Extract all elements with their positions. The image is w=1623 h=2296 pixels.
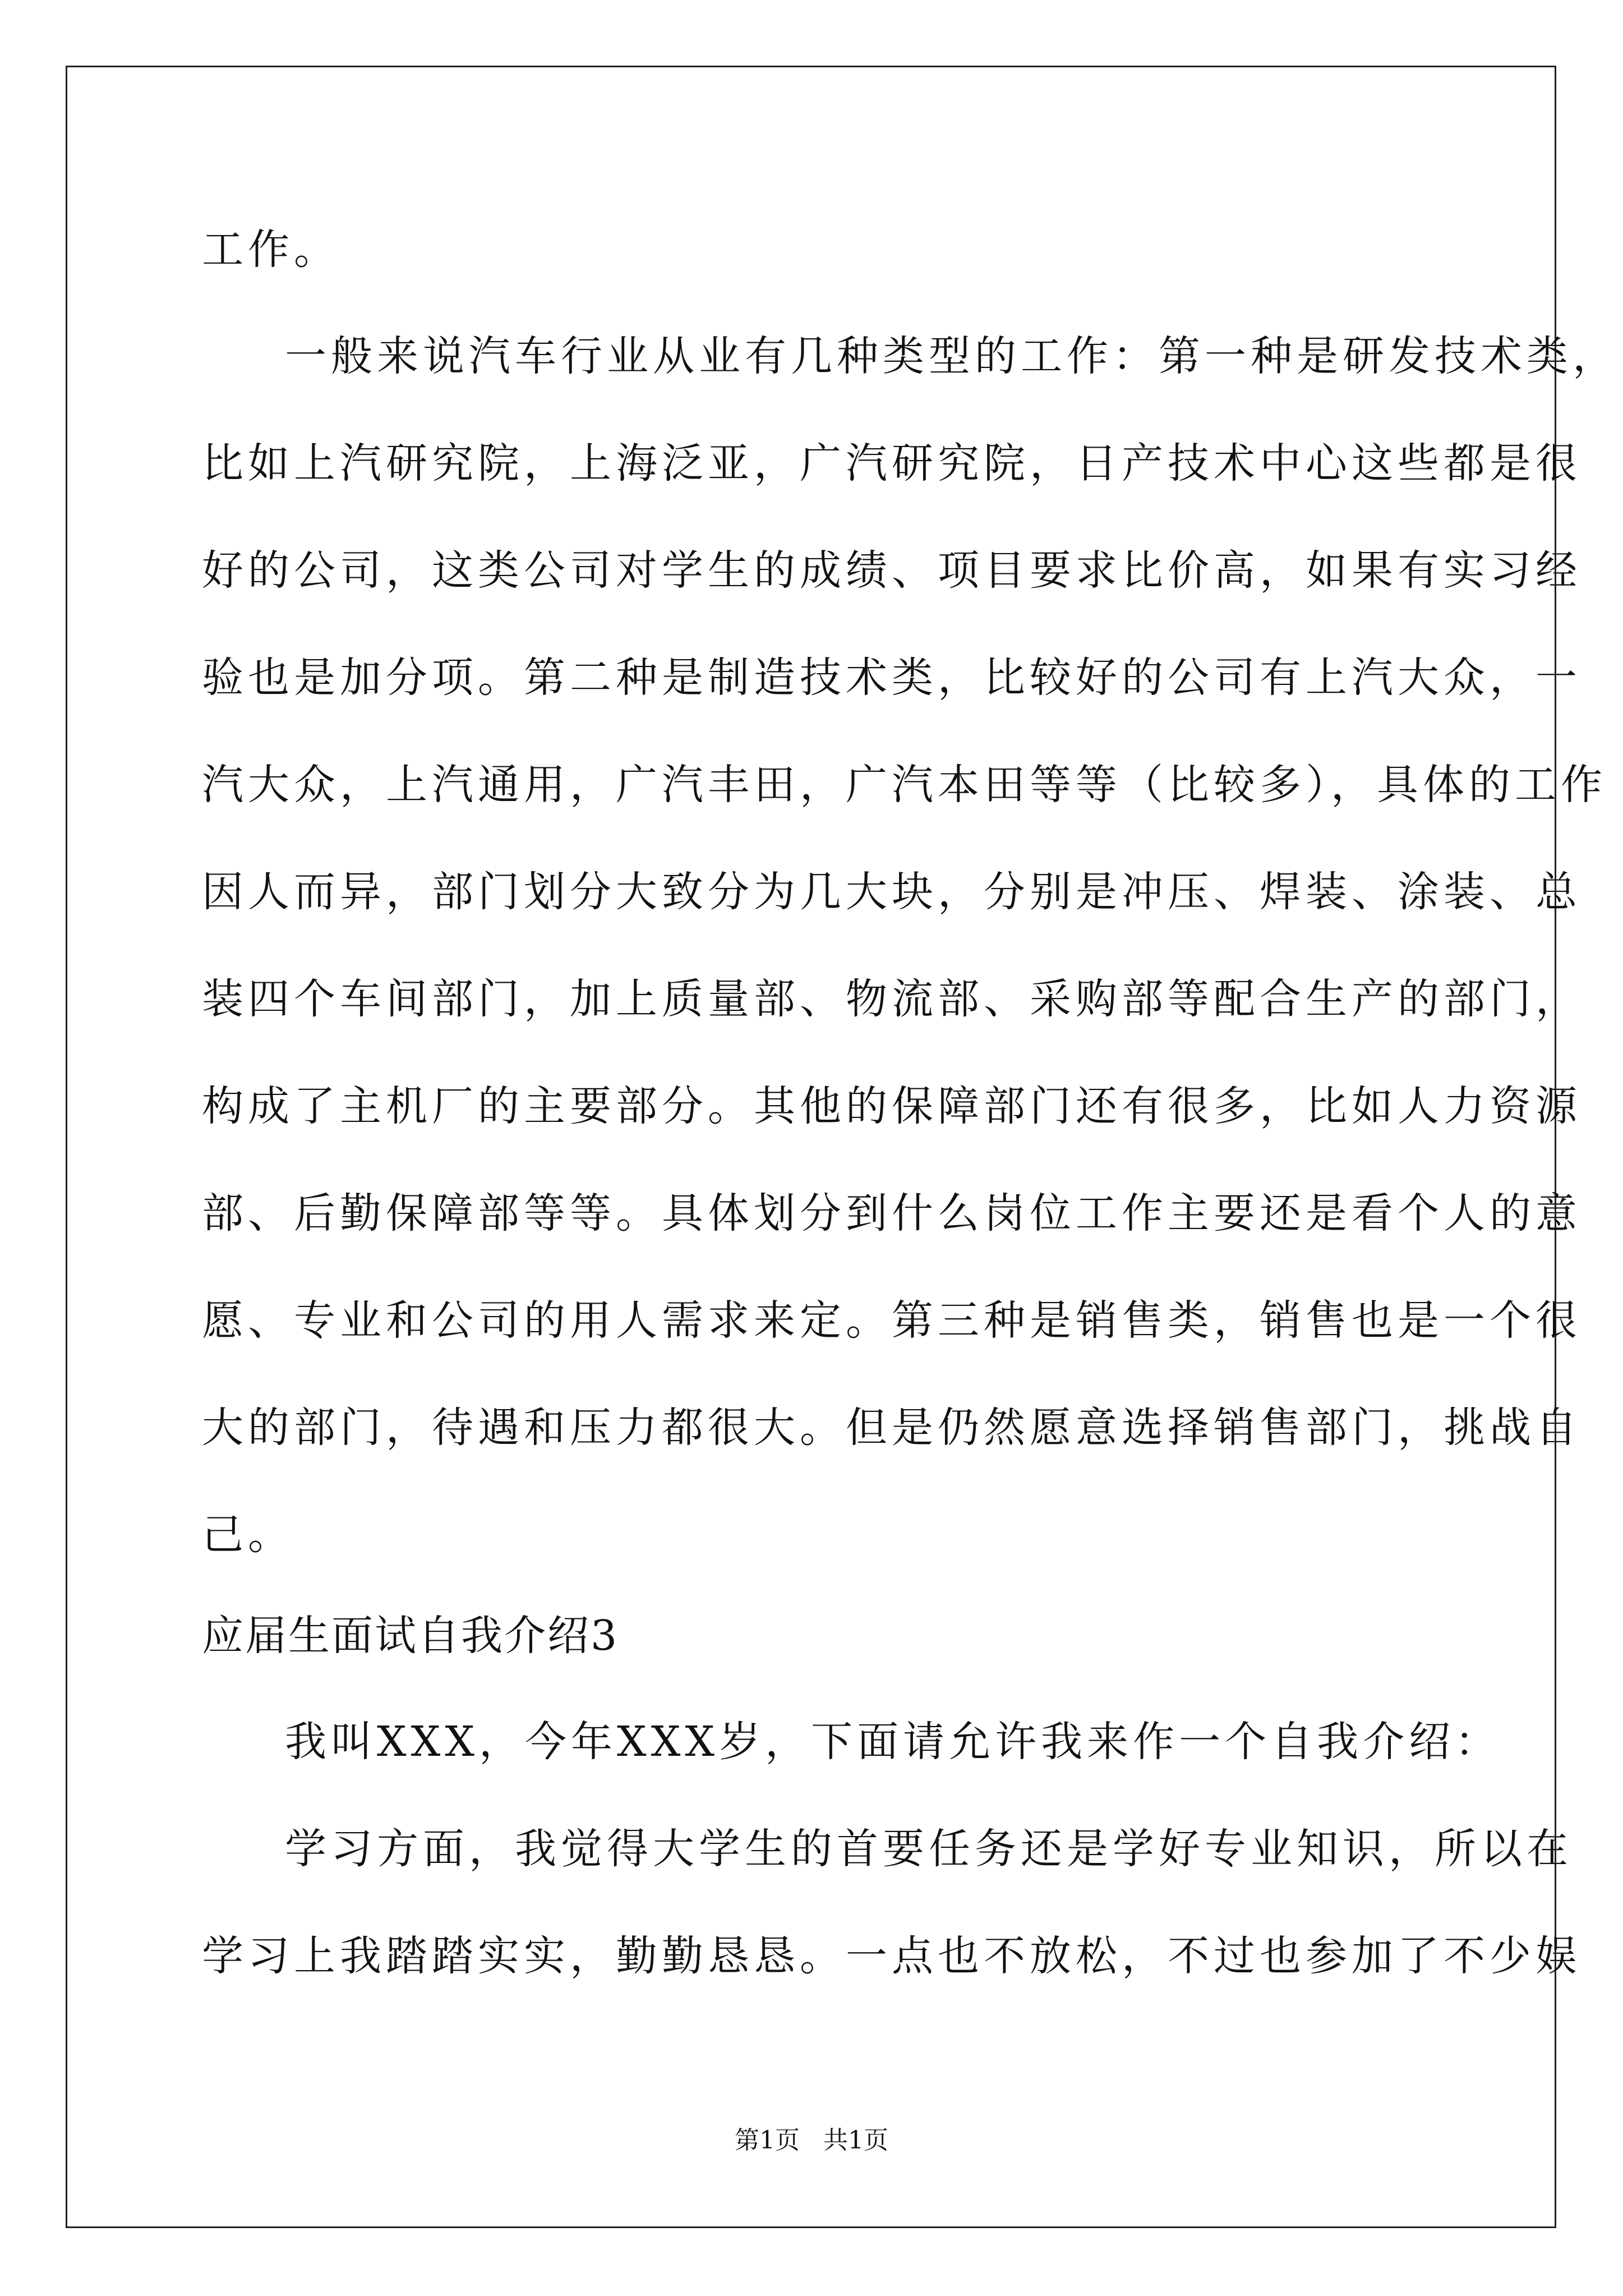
paragraph-line: 构成了主机厂的主要部分。其他的保障部门还有很多，比如人力资源	[202, 1082, 1581, 1130]
section-heading: 应届生面试自我介绍3	[202, 1612, 619, 1660]
paragraph-line: 学习方面，我觉得大学生的首要任务还是学好专业知识，所以在	[285, 1825, 1573, 1873]
paragraph-line: 比如上汽研究院，上海泛亚，广汽研究院，日产技术中心这些都是很	[202, 439, 1581, 487]
paragraph-line: 愿、专业和公司的用人需求来定。第三种是销售类，销售也是一个很	[202, 1296, 1581, 1345]
paragraph-line: 大的部门，待遇和压力都很大。但是仍然愿意选择销售部门，挑战自	[202, 1404, 1581, 1452]
page-border	[66, 66, 1556, 2228]
paragraph-line: 装四个车间部门，加上质量部、物流部、采购部等配合生产的部门，	[202, 975, 1581, 1023]
paragraph-line: 因人而异，部门划分大致分为几大块，分别是冲压、焊装、涂装、总	[202, 868, 1581, 916]
paragraph-line: 汽大众，上汽通用，广汽丰田，广汽本田等等（比较多），具体的工作	[202, 761, 1607, 809]
paragraph-line: 部、后勤保障部等等。具体划分到什么岗位工作主要还是看个人的意	[202, 1189, 1581, 1237]
paragraph-line: 己。	[202, 1511, 294, 1559]
paragraph-line: 验也是加分项。第二种是制造技术类，比较好的公司有上汽大众，一	[202, 654, 1581, 702]
paragraph-line: 一般来说汽车行业从业有几种类型的工作：第一种是研发技术类，	[285, 332, 1619, 380]
paragraph-line: 学习上我踏踏实实，勤勤恳恳。一点也不放松，不过也参加了不少娱	[202, 1932, 1581, 1980]
page-number-footer: 第1页 共1页	[735, 2126, 888, 2155]
paragraph-line: 我叫XXX，今年XXX岁，下面请允许我来作一个自我介绍：	[285, 1718, 1501, 1766]
paragraph-line: 工作。	[202, 226, 340, 274]
paragraph-line: 好的公司，这类公司对学生的成绩、项目要求比价高，如果有实习经	[202, 546, 1581, 595]
